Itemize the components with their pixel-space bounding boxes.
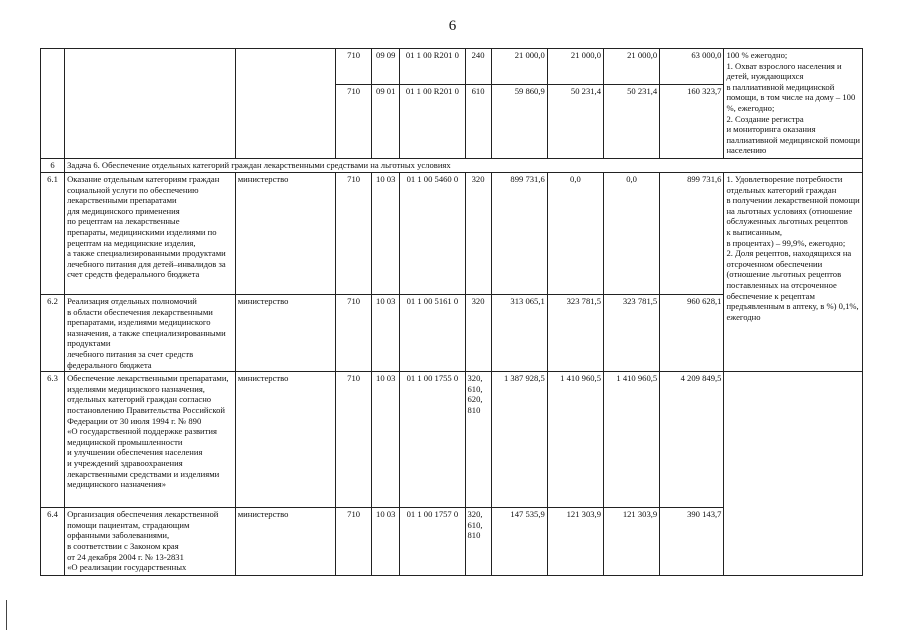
table-row bbox=[41, 372, 863, 508]
row-number-cell: 6.1 bbox=[41, 173, 65, 295]
rzpr-cell: 09 01 bbox=[372, 85, 400, 159]
year1-cell: 147 535,9 bbox=[491, 508, 547, 576]
result-cell: 100 % ежегодно; 1. Охват взрослого населения и детей, нуждающихся в паллиативной медицинской помощи, в том числе на дому – 100 %, ежегодно; 2. Создание регистра и мониторинга оказания паллиативной медицинской помощи населению bbox=[724, 49, 863, 159]
year3-cell: 0,0 bbox=[604, 173, 660, 295]
grbs-cell: 710 bbox=[336, 372, 372, 508]
vr-cell: 320 bbox=[465, 295, 491, 372]
row-number-cell: 6.4 bbox=[41, 508, 65, 576]
measure-name-cell: Оказание отдельным категориям граждан социальной услуги по обеспечению лекарственными препаратами для медицинского применения по рецептам на лекарственные препараты, медицинскими изделиями по рецептам на медицинские изделия, а также специализированными продуктами лечебного питания для детей–инвалидов за счет средств федерального бюджета bbox=[65, 173, 236, 295]
grbs-cell: 710 bbox=[336, 85, 372, 159]
year3-cell: 21 000,0 bbox=[604, 49, 660, 85]
result-cell: 1. Удовлетворение потребности отдельных категорий граждан в получении лекарственной помощи на льготных условиях (отношение обслуженных льготных рецептов к выписанным, в процентах) – 99,9%, ежегодно; 2. Доля рецептов, находящихся на отсроченном обеспечении (отношение льготных рецептов поставленных на отсроченное обеспечение к рецептам предъявленным в аптеку, в %) 0,1%, ежегодно bbox=[724, 173, 863, 372]
year3-cell: 1 410 960,5 bbox=[604, 372, 660, 508]
year3-cell: 121 303,9 bbox=[604, 508, 660, 576]
executor-cell: министерство bbox=[235, 295, 335, 372]
vr-cell: 610 bbox=[465, 85, 491, 159]
year1-cell: 899 731,6 bbox=[491, 173, 547, 295]
total-cell: 899 731,6 bbox=[660, 173, 724, 295]
year2-cell: 21 000,0 bbox=[547, 49, 603, 85]
csr-cell: 01 1 00 1757 0 bbox=[400, 508, 465, 576]
task-title-cell: Задача 6. Обеспечение отдельных категорий граждан лекарственными средствами на льготных условиях bbox=[65, 159, 863, 173]
total-cell: 960 628,1 bbox=[660, 295, 724, 372]
total-cell: 4 209 849,5 bbox=[660, 372, 724, 508]
year2-cell: 121 303,9 bbox=[547, 508, 603, 576]
rzpr-cell: 10 03 bbox=[372, 372, 400, 508]
grbs-cell: 710 bbox=[336, 173, 372, 295]
year1-cell: 313 065,1 bbox=[491, 295, 547, 372]
rzpr-cell: 10 03 bbox=[372, 508, 400, 576]
table-row bbox=[41, 173, 863, 295]
vr-cell: 320, 610, 620, 810 bbox=[465, 372, 491, 508]
year3-cell: 50 231,4 bbox=[604, 85, 660, 159]
row-number-cell: 6.3 bbox=[41, 372, 65, 508]
measure-name-cell: Реализация отдельных полномочий в области обеспечения лекарственными препаратами, изделиями медицинского назначения, а также специализированными продуктами лечебного питания за счет средств федерального бюджета bbox=[65, 295, 236, 372]
grbs-cell: 710 bbox=[336, 508, 372, 576]
total-cell: 160 323,7 bbox=[660, 85, 724, 159]
grbs-cell: 710 bbox=[336, 295, 372, 372]
year1-cell: 59 860,9 bbox=[491, 85, 547, 159]
csr-cell: 01 1 00 1755 0 bbox=[400, 372, 465, 508]
table-row bbox=[41, 49, 863, 85]
year3-cell: 323 781,5 bbox=[604, 295, 660, 372]
rzpr-cell: 10 03 bbox=[372, 295, 400, 372]
csr-cell: 01 1 00 R201 0 bbox=[400, 85, 465, 159]
result-cell-empty bbox=[724, 372, 863, 576]
year2-cell: 323 781,5 bbox=[547, 295, 603, 372]
rzpr-cell: 10 03 bbox=[372, 173, 400, 295]
csr-cell: 01 1 00 5460 0 bbox=[400, 173, 465, 295]
year1-cell: 1 387 928,5 bbox=[491, 372, 547, 508]
csr-cell: 01 1 00 5161 0 bbox=[400, 295, 465, 372]
page-number: 6 bbox=[448, 18, 457, 34]
year2-cell: 50 231,4 bbox=[547, 85, 603, 159]
task-number-cell: 6 bbox=[41, 159, 65, 173]
vr-cell: 320 bbox=[465, 173, 491, 295]
rzpr-cell: 09 09 bbox=[372, 49, 400, 85]
executor-cell: министерство bbox=[235, 508, 335, 576]
vr-cell: 320, 610, 810 bbox=[465, 508, 491, 576]
executor-cell: министерство bbox=[235, 372, 335, 508]
program-table-container bbox=[40, 48, 863, 582]
executor-cell bbox=[235, 49, 335, 159]
vr-cell: 240 bbox=[465, 49, 491, 85]
scan-margin-mark bbox=[6, 600, 7, 630]
row-number-cell: 6.2 bbox=[41, 295, 65, 372]
year2-cell: 1 410 960,5 bbox=[547, 372, 603, 508]
measure-name-cell: Организация обеспечения лекарственной помощи пациентам, страдающим орфанными заболеваниями, в соответствии с Законом края от 24 декабря 2004 г. № 13-2831 «О реализации государственных bbox=[65, 508, 236, 576]
row-number-cell bbox=[41, 49, 65, 159]
csr-cell: 01 1 00 R201 0 bbox=[400, 49, 465, 85]
task-row bbox=[41, 159, 863, 173]
grbs-cell: 710 bbox=[336, 49, 372, 85]
program-table bbox=[40, 48, 863, 576]
executor-cell: министерство bbox=[235, 173, 335, 295]
measure-name-cell: Обеспечение лекарственными препаратами, изделиями медицинского назначения, отдельных категорий граждан согласно постановлению Правительства Российской Федерации от 30 июля 1994 г. № 890 «О государственной поддержке развития медицинской промышленности и улучшении обеспечения населения и учреждений здравоохранения лекарственными средствами и изделиями медицинского назначения» bbox=[65, 372, 236, 508]
year2-cell: 0,0 bbox=[547, 173, 603, 295]
total-cell: 63 000,0 bbox=[660, 49, 724, 85]
year1-cell: 21 000,0 bbox=[491, 49, 547, 85]
measure-name-cell bbox=[65, 49, 236, 159]
total-cell: 390 143,7 bbox=[660, 508, 724, 576]
